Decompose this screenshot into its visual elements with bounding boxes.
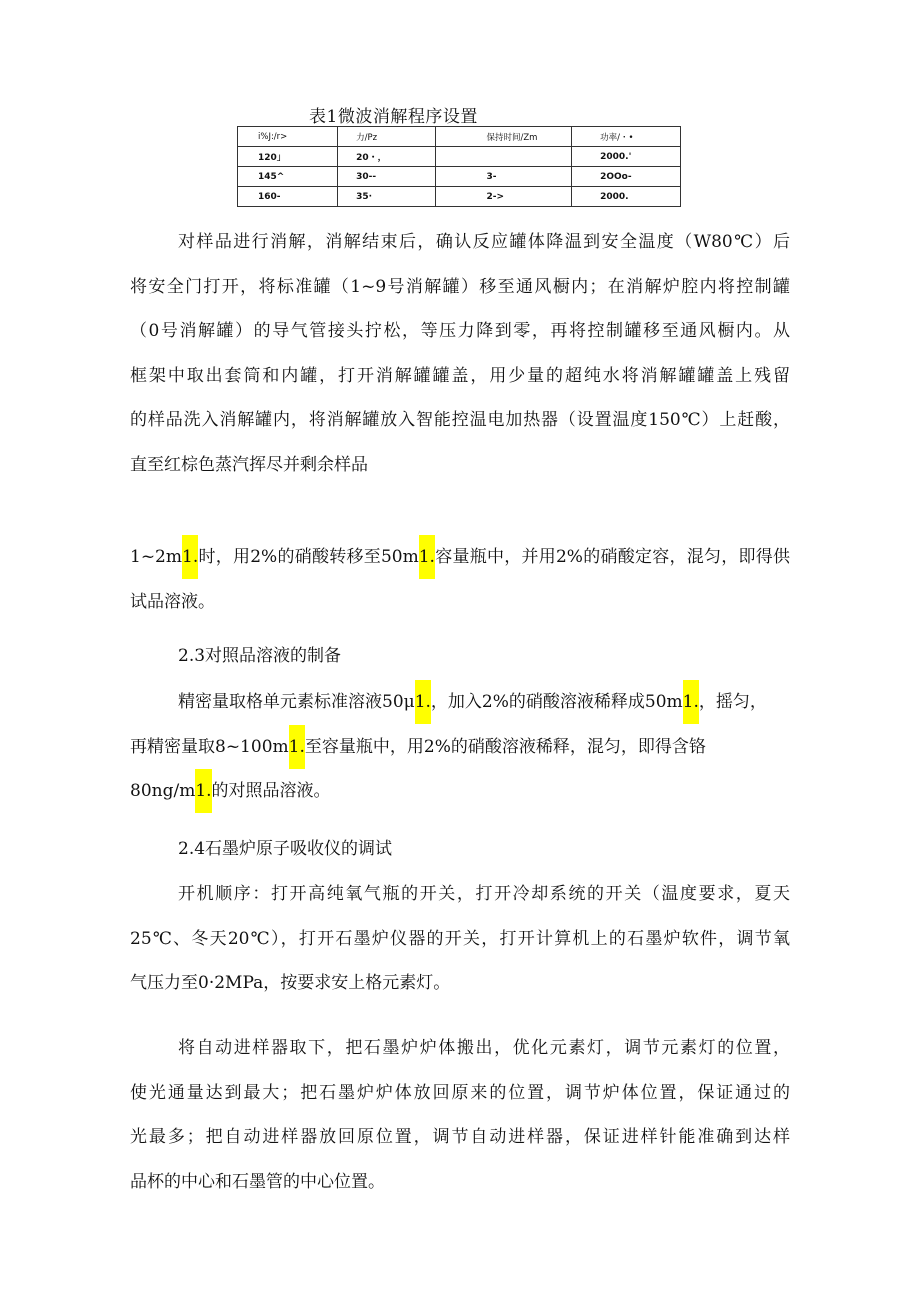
paragraph-digestion <box>130 220 790 487</box>
paragraph-line: 的样品洗入消解罐内，将消解罐放入智能控温电加热器（设置温度150℃）上赶酸， <box>130 410 790 430</box>
highlight-mark: 1. <box>289 725 305 769</box>
paragraph-line: （0号消解罐）的导气管接头拧松，等压力降到零，再将控制罐移至通风橱内。从 <box>130 321 790 341</box>
table-header-cell: 保持时间/Zm <box>436 127 572 147</box>
text-run: 时，用2%的硝酸转移至50m <box>198 547 419 567</box>
table-cell: 30-- <box>338 167 436 187</box>
text-run: 80ng/m <box>130 781 196 801</box>
table-cell: 120」 <box>238 147 338 167</box>
paragraph-line: 光最多；把自动进样器放回原位置，调节自动进样器，保证进样针能准确到达样 <box>130 1127 790 1147</box>
paragraph-line <box>130 769 790 814</box>
table-row <box>238 187 681 207</box>
section-heading-2-4: 2.4石墨炉原子吸收仪的调试 <box>178 839 393 859</box>
highlight-mark: 1. <box>683 680 699 724</box>
table-cell: 160- <box>238 187 338 207</box>
text-run: 精密量取格单元素标准溶液50μ <box>178 692 415 712</box>
paragraph-line: 框架中取出套筒和内罐，打开消解罐罐盖，用少量的超纯水将消解罐罐盖上残留 <box>130 365 790 386</box>
highlight-mark: 1. <box>195 769 211 813</box>
paragraph-autosampler-adjustment <box>130 1026 790 1204</box>
paragraph-line: 试品溶液。 <box>130 591 215 612</box>
paragraph-line: 气压力至0·2MPa，按要求安上格元素灯。 <box>130 973 451 993</box>
paragraph-line <box>130 725 790 770</box>
paragraph-line <box>130 535 790 580</box>
table-header-cell: 力/Pz <box>338 127 436 147</box>
table-cell: 145^ <box>238 167 338 187</box>
digestion-program-table <box>237 126 681 207</box>
paragraph-test-solution <box>130 535 790 624</box>
text-run: 的对照品溶液。 <box>211 781 331 801</box>
table-cell: 2OOo- <box>572 167 681 187</box>
paragraph-line: 直至红棕色蒸汽挥尽并剩余样品 <box>130 454 368 475</box>
text-run: 至容量瓶中，用2%的硝酸溶液稀释，混匀，即得含铬 <box>304 736 706 757</box>
table-caption: 表1微波消解程序设置 <box>309 107 478 127</box>
paragraph-line: 使光通量达到最大；把石墨炉炉体放回原来的位置，调节炉体位置，保证通过的 <box>130 1082 790 1103</box>
table-header-row <box>238 127 681 147</box>
highlight-mark: 1. <box>415 680 431 724</box>
table-cell: 2000. <box>572 187 681 207</box>
text-run: ，加入2%的硝酸溶液稀释成50m <box>430 692 683 712</box>
paragraph-reference-solution <box>130 680 790 814</box>
highlight-mark: 1. <box>182 535 198 579</box>
table-cell: 35· <box>338 187 436 207</box>
paragraph-startup-sequence <box>130 872 790 1006</box>
paragraph-line: 对样品进行消解，消解结束后，确认反应罐体降温到安全温度（W80℃）后 <box>178 232 790 252</box>
paragraph-line: 将自动进样器取下，把石墨炉炉体搬出，优化元素灯，调节元素灯的位置， <box>178 1038 790 1058</box>
text-run: 容量瓶中，并用2%的硝酸定容，混匀，即得供 <box>434 547 790 567</box>
table-cell: 2000.' <box>572 147 681 167</box>
section-heading-2-3: 2.3对照品溶液的制备 <box>178 646 342 666</box>
table-cell <box>436 147 572 167</box>
text-run: 1~2m <box>130 547 182 567</box>
table-cell: 20・， <box>338 147 436 167</box>
paragraph-line: 将安全门打开，将标准罐（1~9号消解罐）移至通风橱内；在消解炉腔内将控制罐 <box>130 276 790 297</box>
table-row <box>238 167 681 187</box>
paragraph-line: 开机顺序：打开高纯氧气瓶的开关，打开冷却系统的开关（温度要求，夏天 <box>178 884 790 904</box>
table-cell: 3- <box>436 167 572 187</box>
table-cell: 2-> <box>436 187 572 207</box>
table-row <box>238 147 681 167</box>
highlight-mark: 1. <box>419 535 435 579</box>
text-run: 再精密量取8~100m <box>130 736 289 757</box>
table-header-cell: i%J:/r> <box>238 127 338 147</box>
text-run: ，摇匀， <box>698 692 767 712</box>
table-header-cell: 功率/・• <box>572 127 681 147</box>
paragraph-line: 25℃、冬天20℃），打开石墨炉仪器的开关，打开计算机上的石墨炉软件，调节氧 <box>130 928 790 949</box>
paragraph-line: 品杯的中心和石墨管的中心位置。 <box>130 1171 385 1192</box>
paragraph-line <box>130 680 790 725</box>
